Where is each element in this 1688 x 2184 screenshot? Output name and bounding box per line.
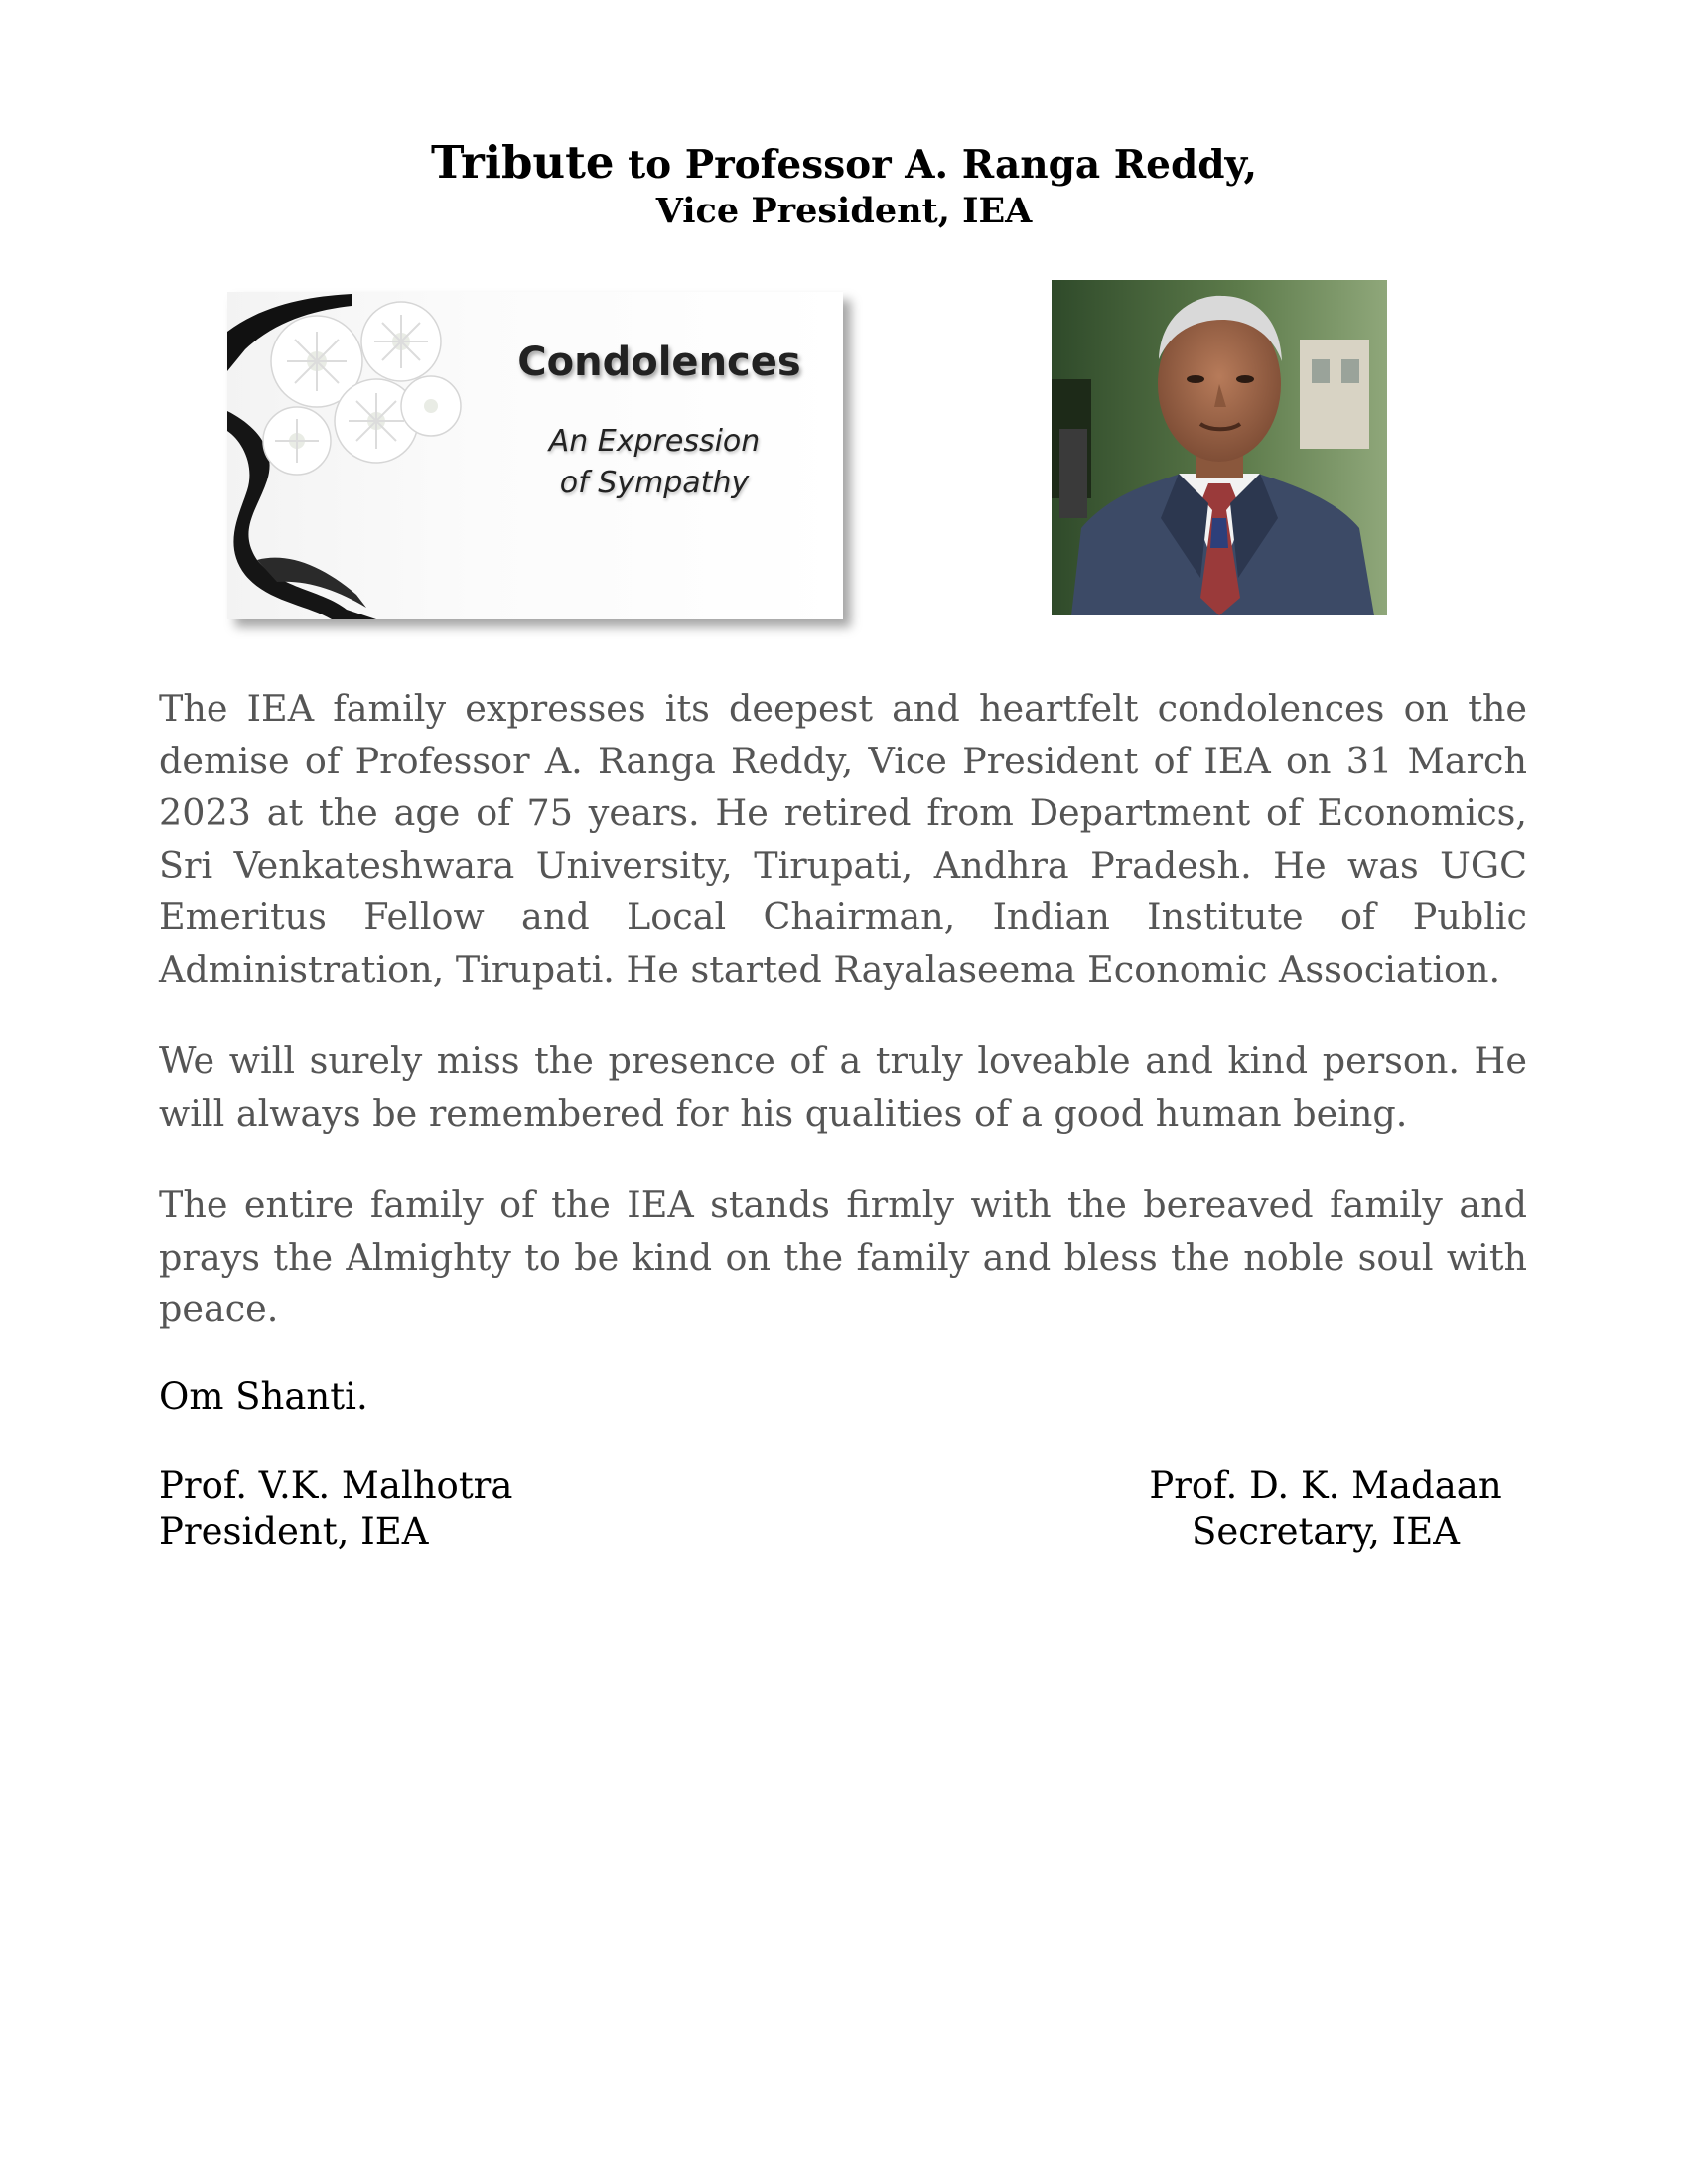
title-line-1-rest: to Professor A. Ranga Reddy,: [614, 142, 1258, 188]
signatory-left-role: President, IEA: [159, 1510, 429, 1553]
card-subtitle-line-2: of Sympathy: [559, 466, 750, 500]
signatory-right: [1142, 1463, 1509, 1555]
paragraph-1: The IEA family expresses its deepest and heartfelt condolences on the demise of Professor A. Ranga Reddy, Vice President of IEA on 31 March 2023 at the age of 75 years. He retired from Department of Economics, Sri Venkateshwara University, Tirupati, Andhra Pradesh. He was UGC Emeritus Fellow and Local Chairman, Indian Institute of Public Administration, Tirupati. He started Rayalaseema Economic Association.: [159, 687, 1527, 991]
signatory-left-name: Prof. V.K. Malhotra: [159, 1464, 513, 1507]
title-tribute-word: Tribute: [430, 136, 615, 189]
paragraph-2: We will surely miss the presence of a truly loveable and kind person. He will always be remembered for his qualities of a good human being.: [159, 1039, 1527, 1135]
signatory-right-role: Secretary, IEA: [1191, 1510, 1461, 1553]
paragraph-3: The entire family of the IEA stands firmly with the bereaved family and prays the Almighty to be kind on the family and bless the noble soul with peace.: [159, 1183, 1527, 1330]
signatory-left: [159, 1463, 512, 1555]
title-line-2: Vice President, IEA: [655, 191, 1033, 231]
card-subtitle: [505, 421, 803, 504]
title-line-1: [0, 136, 1688, 189]
portrait-icon: [1052, 280, 1387, 615]
signatory-right-name: Prof. D. K. Madaan: [1149, 1464, 1502, 1507]
card-subtitle-line-1: An Expression: [548, 424, 761, 459]
card-heading: Condolences: [517, 340, 801, 385]
document-title: [0, 136, 1688, 234]
portrait-photo: [1052, 280, 1387, 615]
closing-line: Om Shanti.: [159, 1375, 368, 1418]
condolences-card-image: [227, 292, 843, 619]
